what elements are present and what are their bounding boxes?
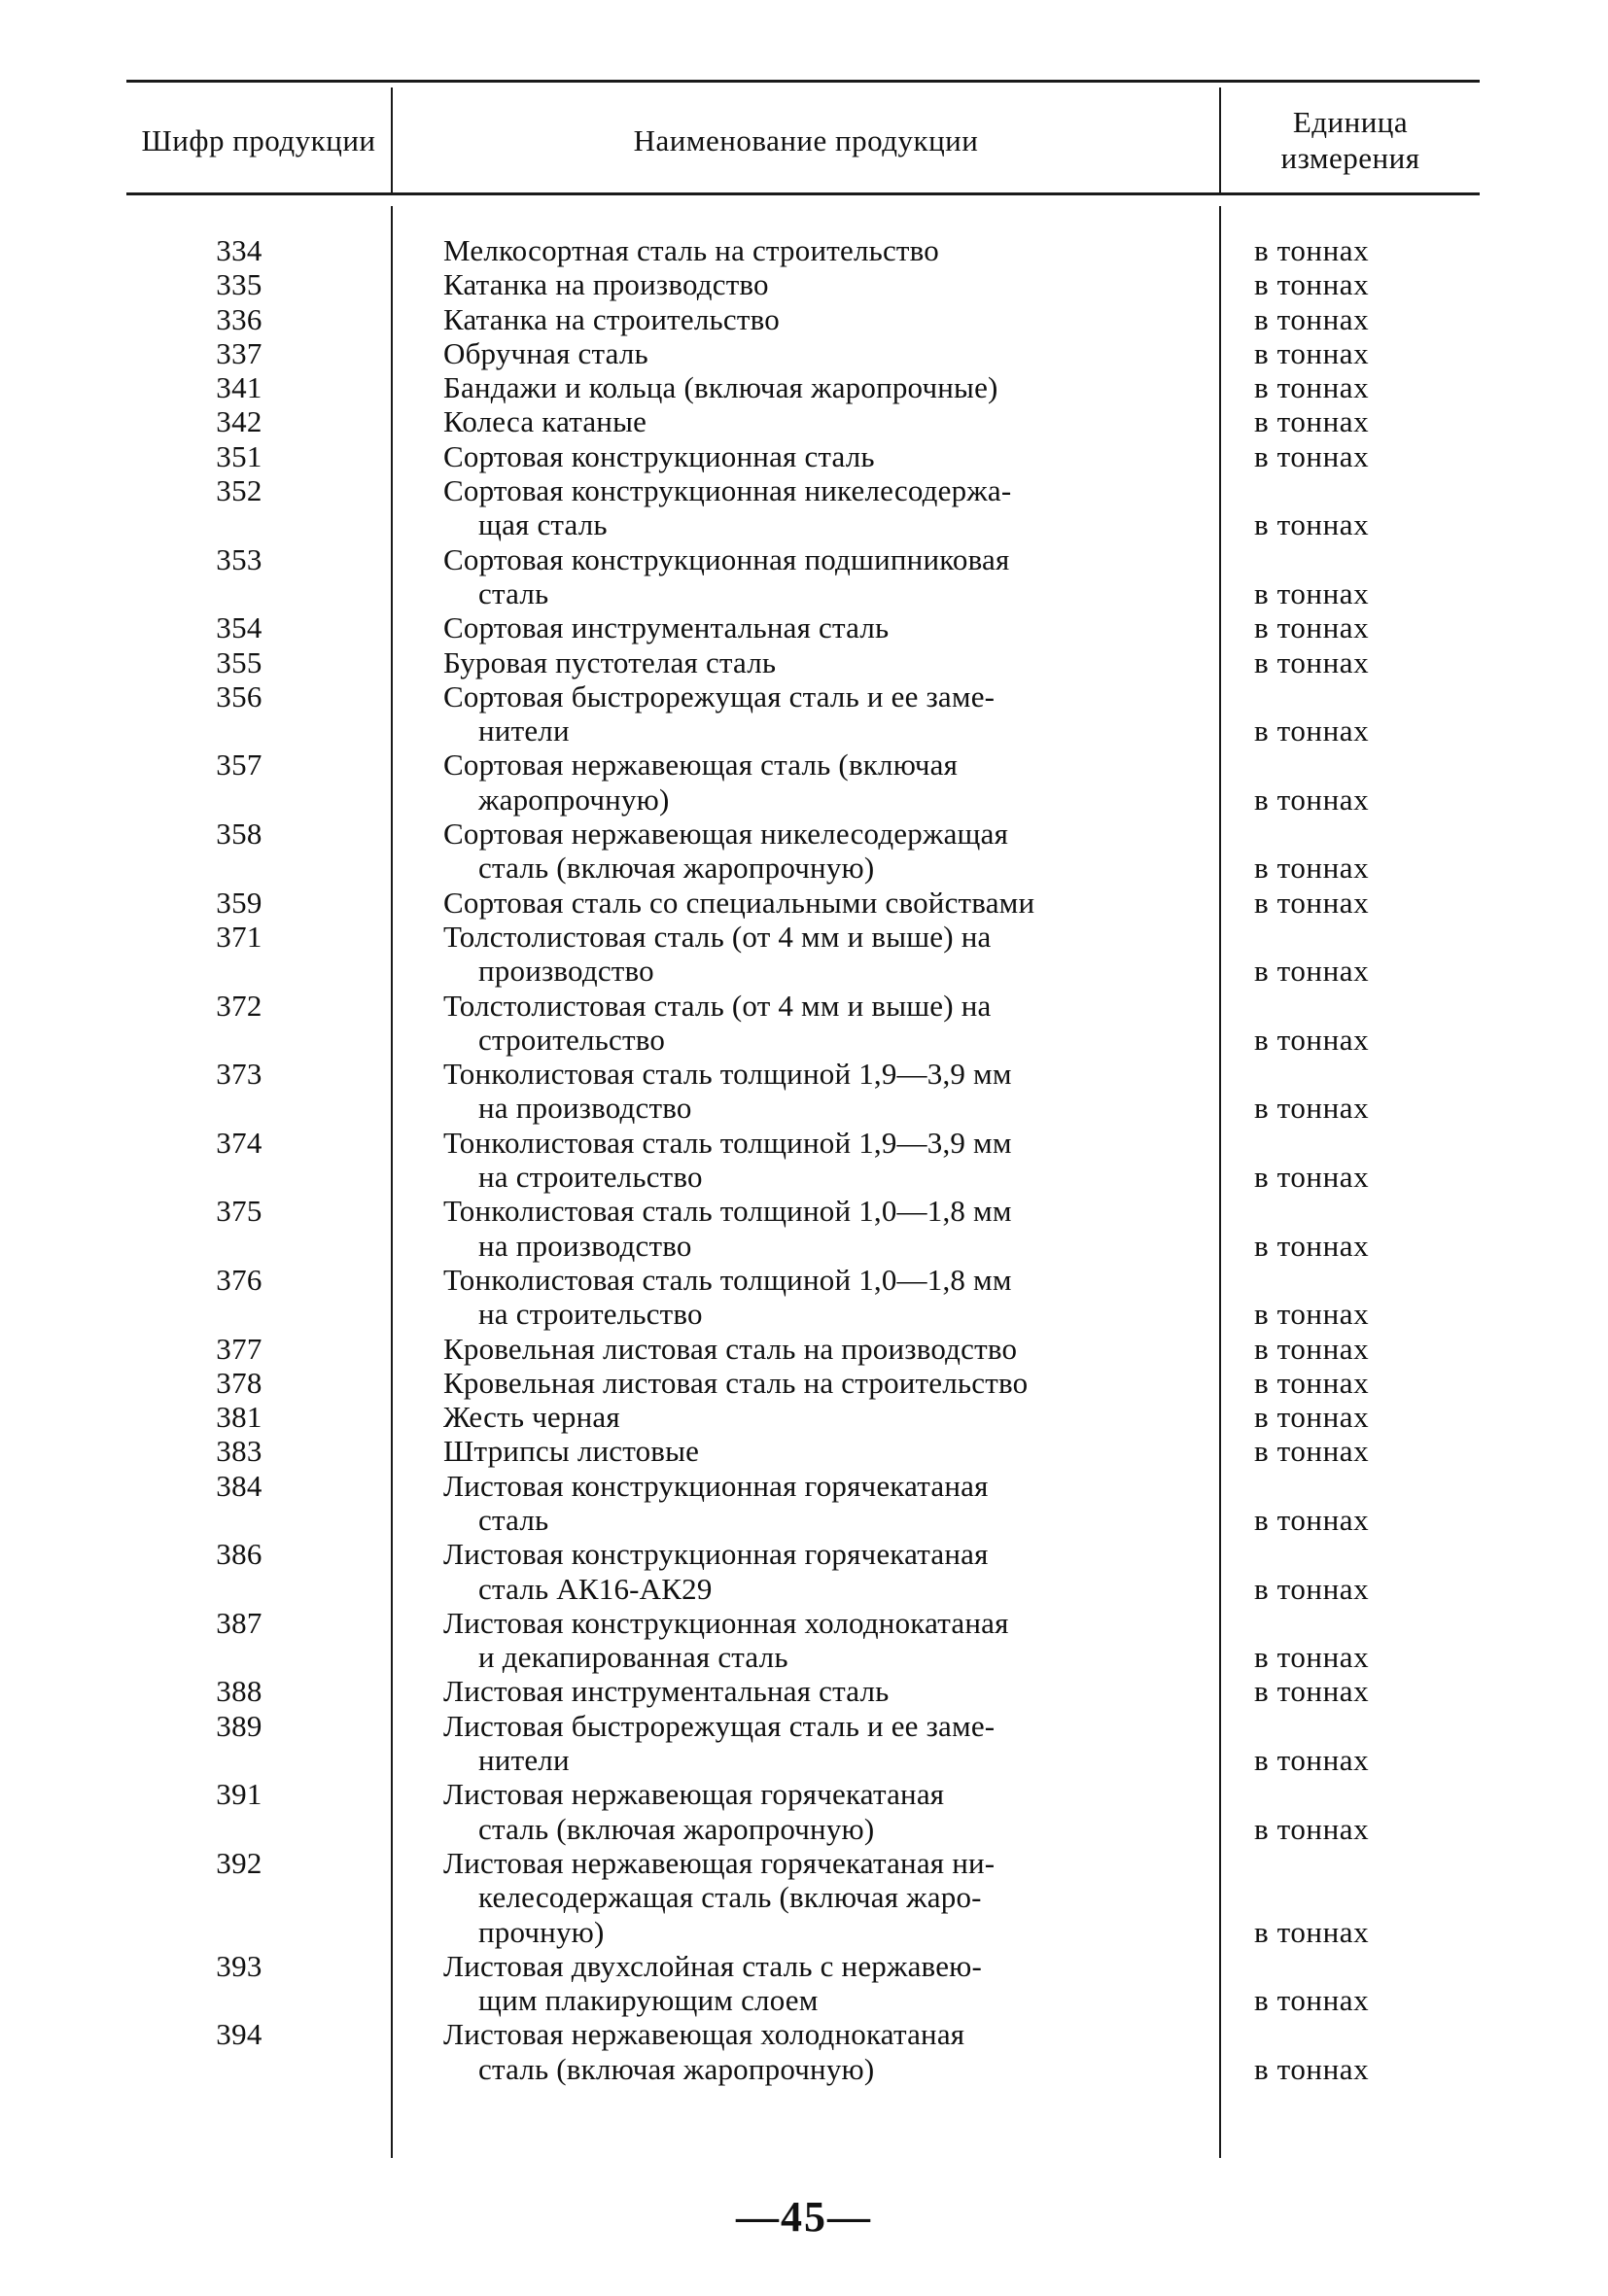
product-name-line: Катанка на строительство [443, 301, 780, 336]
product-name-line: Листовая инструментальная сталь [443, 1674, 890, 1709]
unit-label: в тоннах [1254, 1434, 1370, 1469]
product-name [443, 302, 1171, 336]
unit-of-measure [1254, 886, 1478, 920]
product-name-line: Сортовая быстрорежущая сталь и ее заме- [443, 678, 996, 713]
header-unit: Единица измерения [1280, 105, 1420, 175]
product-name-line: Сортовая нержавеющая сталь (включая [443, 748, 959, 783]
product-name-continuation: производство [478, 954, 654, 989]
product-code: 388 [216, 1674, 262, 1709]
table-row [0, 267, 1608, 301]
header-name: Наименование продукции [633, 122, 979, 157]
unit-label: в тоннах [1254, 1297, 1370, 1332]
product-code: 394 [216, 2017, 262, 2052]
unit-label: в тоннах [1254, 438, 1370, 473]
product-code: 387 [216, 1605, 262, 1640]
product-name-line: Листовая нержавеющая холоднокатаная [443, 2017, 965, 2052]
unit-label: в тоннах [1254, 507, 1370, 542]
unit-of-measure [1254, 1400, 1478, 1434]
table-row [0, 473, 1608, 542]
product-name-line: Тонколистовая сталь толщиной 1,0—1,8 мм [443, 1262, 1012, 1297]
product-name [443, 1434, 1171, 1468]
unit-label: в тоннах [1254, 1914, 1370, 1949]
unit-label: в тоннах [1254, 713, 1370, 748]
unit-of-measure [1254, 1469, 1478, 1538]
product-name-line: Обручная сталь [443, 335, 648, 370]
table-row [0, 920, 1608, 989]
unit-label: в тоннах [1254, 1674, 1370, 1709]
table-row [0, 2017, 1608, 2086]
unit-label: в тоннах [1254, 644, 1370, 679]
table-row [0, 679, 1608, 748]
table-row [0, 1709, 1608, 1778]
product-name-continuation: сталь (включая жаропрочную) [478, 1811, 875, 1846]
product-code: 334 [216, 233, 262, 267]
table-row [0, 404, 1608, 438]
table-row [0, 1846, 1608, 1949]
product-name-continuation: на производство [478, 1228, 692, 1263]
product-name-line: Колеса катаные [443, 404, 647, 439]
product-name-continuation: щая сталь [478, 507, 608, 542]
product-name-continuation: нители [478, 713, 570, 748]
product-code: 371 [216, 919, 262, 954]
product-name-line: Бандажи и кольца (включая жаропрочные) [443, 370, 998, 405]
unit-label: в тоннах [1254, 335, 1370, 370]
table-row [0, 1263, 1608, 1332]
product-name-line: Сортовая нержавеющая никелесодержащая [443, 817, 1009, 852]
product-name [443, 886, 1171, 920]
product-name [443, 336, 1171, 370]
product-name [443, 1949, 1171, 2018]
table-row [0, 1949, 1608, 2018]
product-code: 384 [216, 1468, 262, 1503]
product-name [443, 473, 1171, 542]
table-row [0, 1057, 1608, 1126]
unit-of-measure [1254, 989, 1478, 1058]
unit-label: в тоннах [1254, 1811, 1370, 1846]
unit-of-measure [1254, 679, 1478, 748]
unit-label: в тоннах [1254, 233, 1370, 267]
product-code: 341 [216, 370, 262, 405]
product-name-continuation: прочную) [478, 1914, 605, 1949]
product-name-continuation: сталь (включая жаропрочную) [478, 851, 875, 886]
table-row [0, 1126, 1608, 1195]
unit-of-measure [1254, 1332, 1478, 1366]
unit-label: в тоннах [1254, 885, 1370, 920]
unit-of-measure [1254, 1126, 1478, 1195]
product-code: 357 [216, 748, 262, 783]
unit-label: в тоннах [1254, 575, 1370, 610]
product-code: 386 [216, 1537, 262, 1572]
product-code: 393 [216, 1948, 262, 1983]
unit-of-measure [1254, 1057, 1478, 1126]
product-name [443, 989, 1171, 1058]
product-code: 351 [216, 438, 262, 473]
product-name-line: Жесть черная [443, 1400, 620, 1435]
unit-label: в тоннах [1254, 851, 1370, 886]
unit-label: в тоннах [1254, 1091, 1370, 1126]
product-name-continuation: строительство [478, 1022, 666, 1057]
product-code: 376 [216, 1262, 262, 1297]
product-name [443, 1469, 1171, 1538]
header-code: Шифр продукции [141, 122, 376, 157]
product-name-line: Катанка на производство [443, 267, 769, 302]
unit-of-measure [1254, 1194, 1478, 1263]
product-code: 373 [216, 1057, 262, 1092]
product-name [443, 1057, 1171, 1126]
table-row [0, 1469, 1608, 1538]
table-row [0, 439, 1608, 473]
table-row [0, 886, 1608, 920]
product-code: 372 [216, 988, 262, 1023]
product-code: 359 [216, 885, 262, 920]
product-code: 352 [216, 473, 262, 508]
table-row [0, 1606, 1608, 1675]
product-code: 335 [216, 267, 262, 302]
product-name [443, 920, 1171, 989]
product-name [443, 1537, 1171, 1606]
product-name-line: Листовая конструкционная горячекатаная [443, 1537, 989, 1572]
product-name-line: Листовая конструкционная холоднокатаная [443, 1605, 1009, 1640]
product-name-line: Тонколистовая сталь толщиной 1,0—1,8 мм [443, 1194, 1012, 1229]
product-code: 374 [216, 1125, 262, 1160]
product-name-line: Сортовая инструментальная сталь [443, 610, 890, 645]
product-name-continuation: жаропрочную) [478, 782, 670, 817]
unit-label: в тоннах [1254, 1571, 1370, 1606]
product-name-line: Штрипсы листовые [443, 1434, 700, 1469]
product-name-line: Листовая нержавеющая горячекатаная ни- [443, 1845, 996, 1880]
product-name [443, 1263, 1171, 1332]
product-name-continuation: щим плакирующим слоем [478, 1983, 819, 2018]
table-row [0, 542, 1608, 611]
unit-label: в тоннах [1254, 301, 1370, 336]
unit-label: в тоннах [1254, 782, 1370, 817]
product-name [443, 1606, 1171, 1675]
table-body [0, 233, 1608, 2086]
product-code: 383 [216, 1434, 262, 1469]
unit-of-measure [1254, 439, 1478, 473]
product-name-line: Сортовая конструкционная сталь [443, 438, 875, 473]
unit-of-measure [1254, 817, 1478, 886]
unit-of-measure [1254, 542, 1478, 611]
product-name-line: Листовая двухслойная сталь с нержавею- [443, 1948, 983, 1983]
unit-label: в тоннах [1254, 404, 1370, 439]
product-name [443, 1777, 1171, 1846]
product-name [443, 1126, 1171, 1195]
unit-label: в тоннах [1254, 1228, 1370, 1263]
table-row [0, 1194, 1608, 1263]
unit-of-measure [1254, 610, 1478, 644]
table-row [0, 302, 1608, 336]
table-row [0, 1366, 1608, 1400]
product-name-line: Толстолистовая сталь (от 4 мм и выше) на [443, 919, 992, 954]
table-row [0, 1434, 1608, 1468]
product-code: 336 [216, 301, 262, 336]
unit-of-measure [1254, 920, 1478, 989]
product-code: 381 [216, 1400, 262, 1435]
product-name [443, 439, 1171, 473]
table-row [0, 1537, 1608, 1606]
unit-of-measure [1254, 1846, 1478, 1949]
unit-of-measure [1254, 1709, 1478, 1778]
product-name-line: Кровельная листовая сталь на строительство [443, 1365, 1029, 1400]
unit-of-measure [1254, 1949, 1478, 2018]
header-bottom-rule [126, 192, 1480, 195]
unit-label: в тоннах [1254, 1640, 1370, 1675]
product-name-continuation: сталь АК16-АК29 [478, 1571, 713, 1606]
table-row [0, 370, 1608, 404]
product-name-continuation: на строительство [478, 1297, 703, 1332]
unit-of-measure [1254, 1777, 1478, 1846]
product-name [443, 748, 1171, 817]
unit-of-measure [1254, 404, 1478, 438]
product-name [443, 370, 1171, 404]
table-row [0, 817, 1608, 886]
product-name [443, 2017, 1171, 2086]
product-name [443, 1846, 1171, 1949]
product-name-line: Листовая нержавеющая горячекатаная [443, 1777, 945, 1812]
unit-of-measure [1254, 645, 1478, 679]
product-name [443, 817, 1171, 886]
unit-of-measure [1254, 473, 1478, 542]
unit-of-measure [1254, 1366, 1478, 1400]
unit-label: в тоннах [1254, 1022, 1370, 1057]
product-name-line: Сортовая конструкционная подшипниковая [443, 541, 1010, 576]
product-code: 392 [216, 1845, 262, 1880]
product-name-line: Листовая конструкционная горячекатаная [443, 1468, 989, 1503]
product-name [443, 1194, 1171, 1263]
product-name [443, 610, 1171, 644]
unit-of-measure [1254, 336, 1478, 370]
table-row [0, 233, 1608, 267]
product-name [443, 679, 1171, 748]
unit-label: в тоннах [1254, 1365, 1370, 1400]
product-name-line: Мелкосортная сталь на строительство [443, 233, 939, 267]
table-row [0, 610, 1608, 644]
product-name-line: Сортовая конструкционная никелесодержа- [443, 473, 1012, 508]
unit-label: в тоннах [1254, 370, 1370, 405]
product-code: 375 [216, 1194, 262, 1229]
unit-label: в тоннах [1254, 2051, 1370, 2086]
product-name [443, 404, 1171, 438]
product-name [443, 542, 1171, 611]
product-name-continuation: нители [478, 1743, 570, 1778]
page-number: —45— [736, 2193, 872, 2241]
table-row [0, 748, 1608, 817]
product-code: 354 [216, 610, 262, 645]
table-row [0, 1777, 1608, 1846]
product-name [443, 1366, 1171, 1400]
unit-of-measure [1254, 267, 1478, 301]
unit-label: в тоннах [1254, 954, 1370, 989]
table-row [0, 336, 1608, 370]
product-code: 389 [216, 1708, 262, 1743]
table-row [0, 645, 1608, 679]
product-code: 355 [216, 644, 262, 679]
unit-label: в тоннах [1254, 1502, 1370, 1537]
product-name [443, 1400, 1171, 1434]
unit-of-measure [1254, 748, 1478, 817]
product-name-continuation: сталь (включая жаропрочную) [478, 2051, 875, 2086]
product-name [443, 645, 1171, 679]
table-row [0, 1332, 1608, 1366]
product-code: 337 [216, 335, 262, 370]
unit-of-measure [1254, 1674, 1478, 1708]
unit-label: в тоннах [1254, 1983, 1370, 2018]
product-name [443, 1674, 1171, 1708]
unit-of-measure [1254, 1606, 1478, 1675]
product-code: 342 [216, 404, 262, 439]
product-name-line: Буровая пустотелая сталь [443, 644, 777, 679]
product-name-line: Листовая быстрорежущая сталь и ее заме- [443, 1708, 996, 1743]
product-name-continuation: на строительство [478, 1160, 703, 1195]
table-row [0, 989, 1608, 1058]
product-code: 378 [216, 1365, 262, 1400]
product-name-line: Тонколистовая сталь толщиной 1,9—3,9 мм [443, 1125, 1012, 1160]
product-code: 377 [216, 1331, 262, 1366]
table-row [0, 1674, 1608, 1708]
unit-of-measure [1254, 1434, 1478, 1468]
product-name-continuation: сталь [478, 575, 549, 610]
unit-label: в тоннах [1254, 1743, 1370, 1778]
product-name [443, 1332, 1171, 1366]
product-code: 356 [216, 678, 262, 713]
table-top-rule [126, 80, 1480, 83]
product-name-line: Сортовая сталь со специальными свойствами [443, 885, 1035, 920]
product-name [443, 267, 1171, 301]
product-name-continuation: и декапированная сталь [478, 1640, 788, 1675]
unit-label: в тоннах [1254, 610, 1370, 645]
unit-of-measure [1254, 1537, 1478, 1606]
unit-of-measure [1254, 2017, 1478, 2086]
unit-label: в тоннах [1254, 267, 1370, 302]
product-name [443, 233, 1171, 267]
product-code: 391 [216, 1777, 262, 1812]
unit-of-measure [1254, 233, 1478, 267]
unit-of-measure [1254, 370, 1478, 404]
product-name-continuation: сталь [478, 1502, 549, 1537]
product-name-continuation: на производство [478, 1091, 692, 1126]
unit-of-measure [1254, 1263, 1478, 1332]
table-row [0, 1400, 1608, 1434]
unit-label: в тоннах [1254, 1400, 1370, 1435]
product-code: 358 [216, 817, 262, 852]
product-name-line: Толстолистовая сталь (от 4 мм и выше) на [443, 988, 992, 1023]
unit-of-measure [1254, 302, 1478, 336]
product-name-line: Кровельная листовая сталь на производство [443, 1331, 1018, 1366]
product-code: 353 [216, 541, 262, 576]
product-name-line: Тонколистовая сталь толщиной 1,9—3,9 мм [443, 1057, 1012, 1092]
unit-label: в тоннах [1254, 1331, 1370, 1366]
product-name-continuation: келесодержащая сталь (включая жаро- [478, 1880, 982, 1915]
product-name [443, 1709, 1171, 1778]
unit-label: в тоннах [1254, 1160, 1370, 1195]
